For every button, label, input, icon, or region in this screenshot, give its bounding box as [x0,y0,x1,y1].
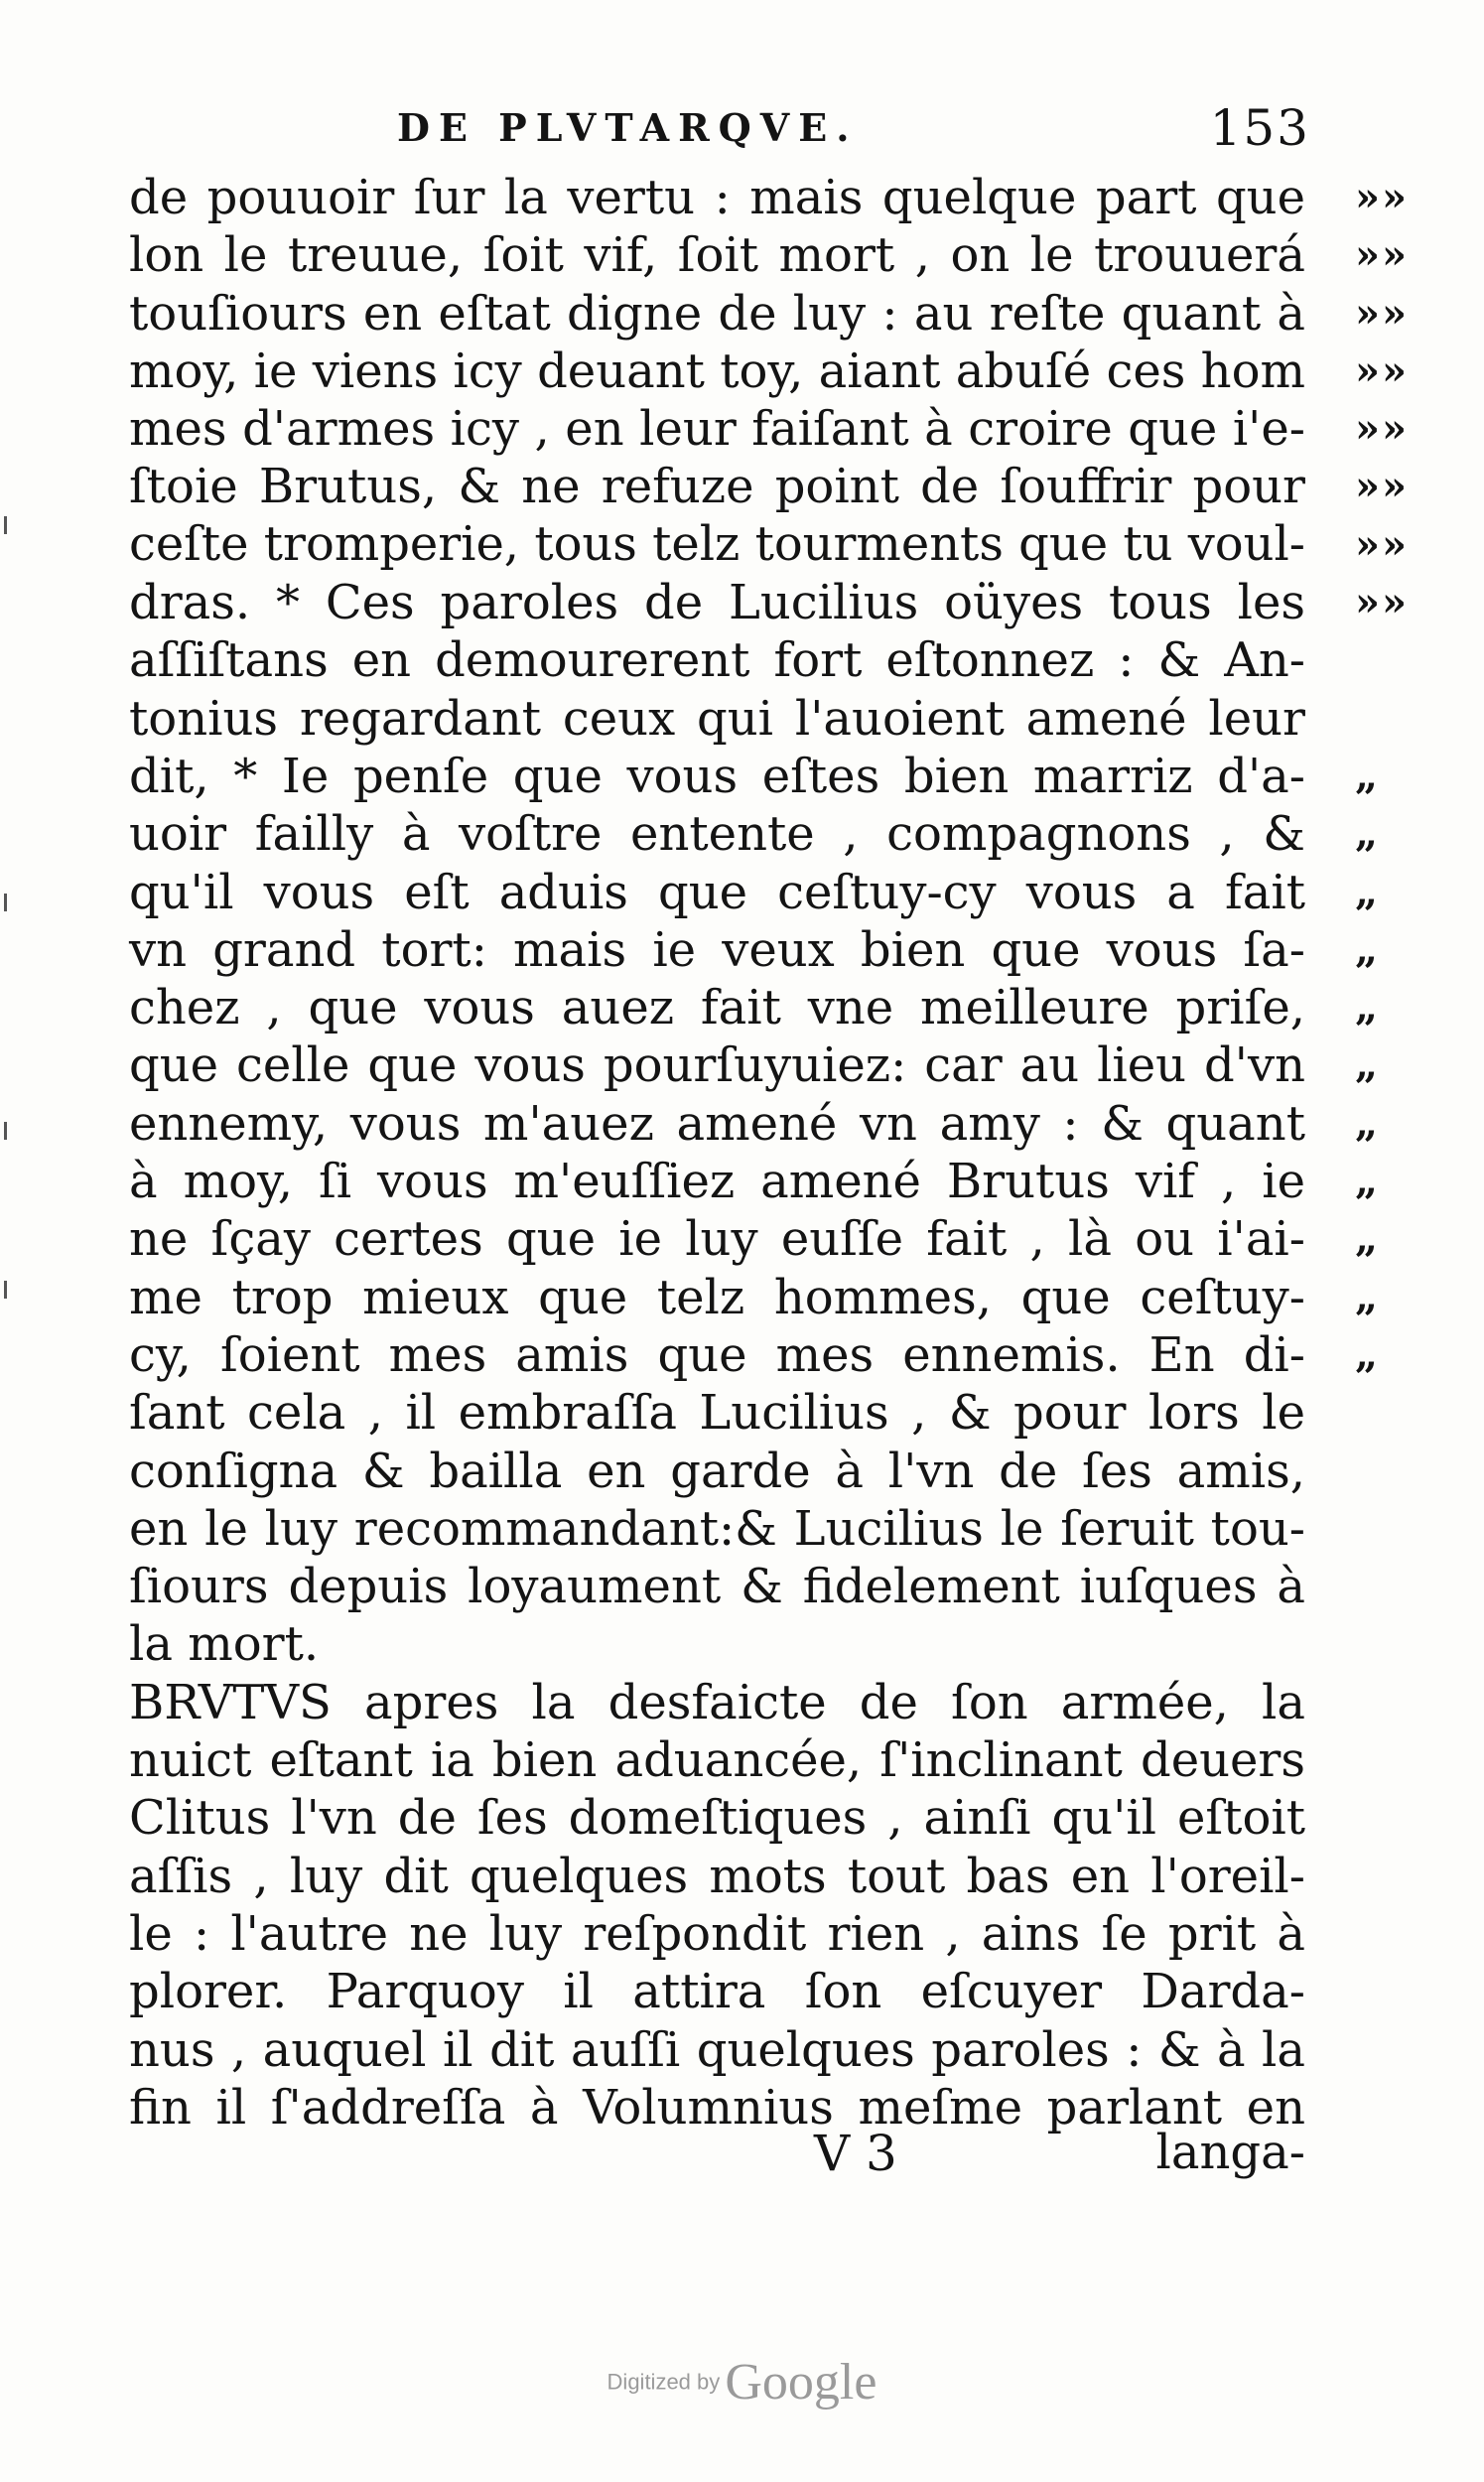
marginal-quote-mark: „ [1355,925,1381,973]
text-line [129,1848,1305,1905]
text-line [129,1905,1305,1963]
text-line [129,748,1381,805]
marginal-quote-mark: „ [1355,752,1381,799]
marginal-quote-mark: »» [1355,346,1409,394]
line-text: uoir failly à voſtre entente , compagnons , & [129,806,1305,863]
text-line [129,864,1381,921]
page-header [397,99,1310,159]
line-text: chez , que vous auez fait vne meilleure priſe, [129,980,1305,1036]
text-line [129,169,1409,226]
text-line [129,1615,1305,1673]
page-footer [129,2125,1305,2184]
text-line [129,1036,1381,1094]
marginal-quote-mark: »» [1355,174,1409,220]
margin-mark [4,894,7,911]
text-line [129,1558,1305,1615]
text-line [129,2021,1305,2079]
digitized-watermark [0,2353,1484,2412]
body-text [129,169,1409,2137]
line-text: dit, * Ie penſe que vous eſtes bien marriz d'a- [129,748,1305,804]
signature-mark: V 3 [814,2125,897,2182]
margin-mark [4,516,7,534]
line-text: nuict eſtant ia bien aduancée, ſ'inclinant deuers [129,1732,1305,1789]
line-text: qu'il vous eſt aduis que ceſtuy-cy vous a fait [129,864,1305,920]
text-line [129,1674,1305,1731]
text-line [129,1269,1381,1326]
text-line [129,1326,1381,1384]
marginal-quote-mark: »» [1355,463,1409,510]
line-text: plorer. Parquoy il attira ſon eſcuyer Darda- [129,1964,1305,2020]
catchword: langa- [1155,2125,1305,2180]
text-line [129,805,1381,863]
text-line [129,690,1305,748]
line-text: ſiours depuis loyaument & fidelement iuſques à [129,1559,1305,1615]
line-text: vn grand tort: mais ie veux bien que vous ſa- [129,921,1305,978]
watermark-prefix: Digitized by [607,2369,721,2395]
marginal-quote-mark: „ [1355,1041,1381,1089]
line-text: touſiours en eſtat digne de luy : au reſte quant à [129,285,1305,342]
text-line [129,1095,1381,1153]
line-text: le : l'autre ne luy reſpondit rien , ains ſe prit à [129,1905,1305,1962]
line-text: moy, ie viens icy deuant toy, aiant abuſé ces hom [129,343,1305,399]
line-text: me trop mieux que telz hommes, que ceſtuy- [129,1269,1305,1325]
line-text: BRVTVS apres la desfaicte de ſon armée, la [129,1674,1305,1730]
line-text: fin il ſ'addreſſa à Volumnius meſme parlant en [129,2079,1305,2136]
line-text: aſſis , luy dit quelques mots tout bas en l'oreil- [129,1848,1305,1904]
margin-mark [4,1281,7,1299]
line-text: cy, ſoient mes amis que mes ennemis. En di- [129,1326,1305,1383]
line-text: dras. * Ces paroles de Lucilius oüyes tous les [129,575,1305,631]
marginal-quote-mark: „ [1355,1330,1381,1378]
marginal-quote-mark: „ [1355,1273,1381,1320]
page-number: 153 [1209,99,1310,157]
text-line [129,1731,1305,1789]
marginal-quote-mark: „ [1355,984,1381,1032]
running-head: DE PLVTARQVE. [397,105,859,150]
text-line [129,1500,1305,1558]
text-line [129,343,1409,400]
line-text: nus , auquel il dit auſſi quelques paroles : & à la [129,2021,1305,2078]
line-text: ſant cela , il embraſſa Lucilius , & pour lors le [129,1385,1305,1442]
line-text: ne ſçay certes que ie luy euſſe fait , là ou i'ai- [129,1211,1305,1268]
marginal-quote-mark: „ [1355,810,1381,858]
marginal-quote-mark: »» [1355,579,1409,626]
line-text: ſtoie Brutus, & ne refuze point de ſouffrir pour [129,459,1305,515]
line-text: tonius regardant ceux qui l'auoient amené leur [129,690,1305,747]
text-line [129,516,1409,574]
line-text: conſigna & bailla en garde à l'vn de ſes amis, [129,1443,1305,1499]
text-line [129,1443,1305,1500]
line-text: que celle que vous pourſuyuiez: car au lieu d'vn [129,1037,1305,1094]
text-line [129,458,1409,515]
line-text: aſſiſtans en demourerent fort eſtonnez : & An- [129,632,1305,689]
marginal-quote-mark: „ [1355,1215,1381,1263]
text-line [129,921,1381,979]
marginal-quote-mark: »» [1355,289,1409,337]
text-line [129,979,1381,1036]
text-line [129,631,1305,689]
text-line [129,1384,1305,1442]
line-text: mes d'armes icy , en leur faiſant à croire que i'e- [129,401,1305,458]
line-text: Clitus l'vn de ſes domeſtiques , ainſi qu'il eſtoit [129,1790,1305,1847]
text-line [129,1210,1381,1268]
text-line [129,1153,1381,1210]
marginal-quote-mark: „ [1355,1158,1381,1205]
line-text: en le luy recommandant:& Lucilius le ſeruit tou- [129,1500,1305,1557]
text-line [129,1963,1305,2020]
line-text: ceſte tromperie, tous telz tourments que tu voul- [129,516,1305,572]
line-text: de pouuoir ſur la vertu : mais quelque part que [129,170,1305,225]
line-text: ennemy, vous m'auez amené vn amy : & quant [129,1095,1305,1152]
marginal-quote-mark: »» [1355,520,1409,568]
margin-mark [4,1122,7,1140]
text-line [129,226,1409,284]
watermark-logo: Google [725,2354,877,2411]
line-text: la mort. [129,1616,320,1673]
marginal-quote-mark: »» [1355,405,1409,453]
marginal-quote-mark: „ [1355,868,1381,915]
marginal-quote-mark: »» [1355,231,1409,279]
marginal-quote-mark: „ [1355,1099,1381,1147]
text-line [129,574,1409,631]
line-text: à moy, ſi vous m'euſſiez amené Brutus vif , ie [129,1154,1305,1210]
text-line [129,285,1409,343]
text-line [129,1789,1305,1847]
text-line [129,400,1409,458]
line-text: lon le treuue, ſoit vif, ſoit mort , on le trouuerá [129,227,1305,284]
